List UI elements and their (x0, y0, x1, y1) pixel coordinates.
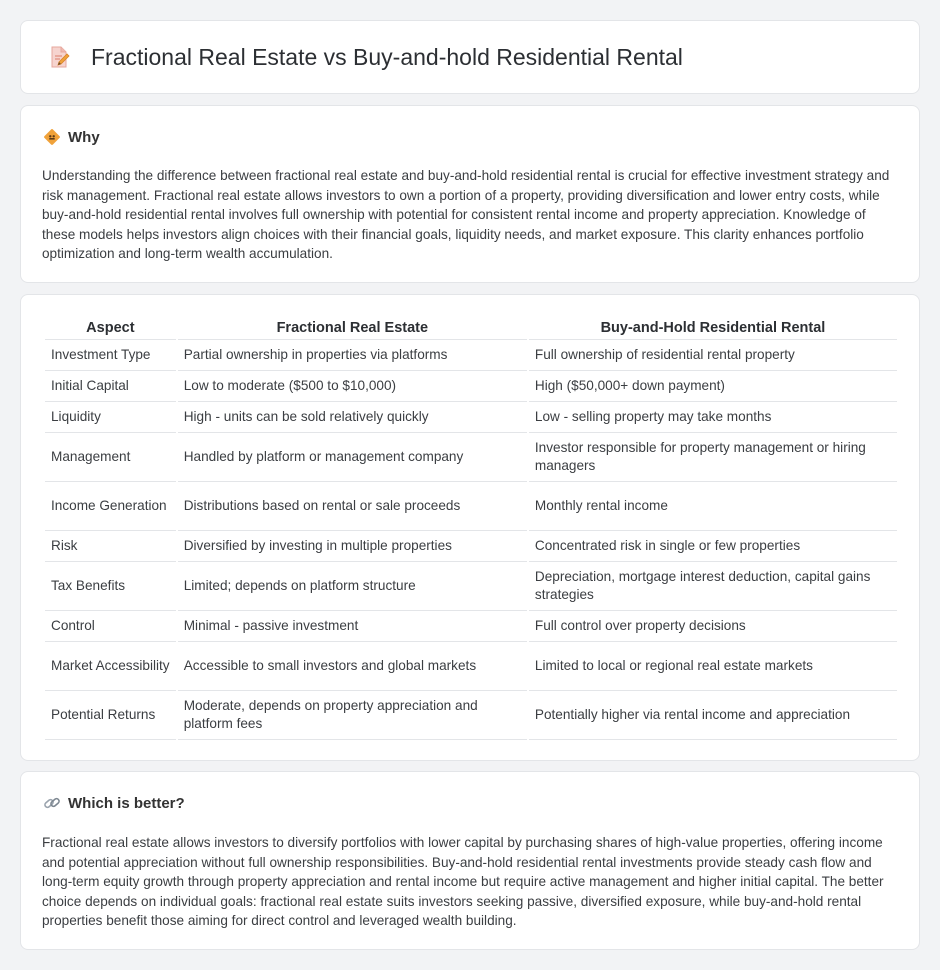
table-row (45, 611, 897, 642)
aspect-cell: Risk (45, 531, 176, 562)
comparison-table-card (20, 294, 920, 761)
title-card (20, 20, 920, 94)
table-header-row (45, 315, 897, 340)
table-row (45, 642, 897, 691)
aspect-cell: Control (45, 611, 176, 642)
aspect-cell: Investment Type (45, 340, 176, 371)
better-heading-row (43, 794, 185, 812)
table-row (45, 340, 897, 371)
diamond-sign-icon (43, 128, 61, 146)
table-row (45, 531, 897, 562)
fractional-cell: Accessible to small investors and global markets (178, 642, 527, 691)
buy-and-hold-cell: Limited to local or regional real estate markets (529, 642, 897, 691)
buy-and-hold-cell: Low - selling property may take months (529, 402, 897, 433)
buy-and-hold-cell: Full ownership of residential rental property (529, 340, 897, 371)
fractional-cell: Low to moderate ($500 to $10,000) (178, 371, 527, 402)
buy-and-hold-cell: Potentially higher via rental income and appreciation (529, 691, 897, 740)
aspect-cell: Market Accessibility (45, 642, 176, 691)
fractional-cell: Partial ownership in properties via platforms (178, 340, 527, 371)
comparison-table (43, 315, 899, 740)
column-header-buy-and-hold: Buy-and-Hold Residential Rental (529, 315, 897, 340)
buy-and-hold-cell: Concentrated risk in single or few properties (529, 531, 897, 562)
fractional-cell: Minimal - passive investment (178, 611, 527, 642)
fractional-cell: High - units can be sold relatively quickly (178, 402, 527, 433)
fractional-cell: Handled by platform or management company (178, 433, 527, 482)
table-row (45, 482, 897, 531)
table-row (45, 371, 897, 402)
better-text: Fractional real estate allows investors to diversify portfolios with lower capital by purchasing shares of high-value properties, offering income and potential appreciation without full ownership responsibilities. Buy-and-hold residential rental investments provide steady cash flow and long-term equity growth through property appreciation and rental income but require active management and higher initial capital. The better choice depends on individual goals: fractional real estate suits investors seeking passive, diversified exposure, while buy-and-hold rental properties benefit those aiming for direct control and leveraged wealth building. (42, 835, 884, 928)
why-heading-row (43, 128, 100, 146)
table-row (45, 691, 897, 740)
column-header-aspect: Aspect (45, 315, 176, 340)
why-section (20, 105, 920, 283)
better-heading: Which is better? (68, 794, 185, 812)
link-icon (43, 794, 61, 812)
column-header-fractional: Fractional Real Estate (178, 315, 527, 340)
fractional-cell: Moderate, depends on property appreciation and platform fees (178, 691, 527, 740)
fractional-cell: Distributions based on rental or sale proceeds (178, 482, 527, 531)
page-title: Fractional Real Estate vs Buy-and-hold Residential Rental (91, 43, 683, 70)
why-heading: Why (68, 128, 100, 146)
fractional-cell: Limited; depends on platform structure (178, 562, 527, 611)
aspect-cell: Liquidity (45, 402, 176, 433)
table-row (45, 562, 897, 611)
document-pencil-icon (47, 45, 71, 69)
aspect-cell: Income Generation (45, 482, 176, 531)
which-is-better-section (20, 771, 920, 950)
fractional-cell: Diversified by investing in multiple properties (178, 531, 527, 562)
table-row (45, 402, 897, 433)
buy-and-hold-cell: Full control over property decisions (529, 611, 897, 642)
buy-and-hold-cell: Depreciation, mortgage interest deduction, capital gains strategies (529, 562, 897, 611)
buy-and-hold-cell: Monthly rental income (529, 482, 897, 531)
why-text: Understanding the difference between fractional real estate and buy-and-hold residential rental is crucial for effective investment strategy and risk management. Fractional real estate allows investors to own a portion of a property, providing diversification and lower entry costs, while buy-and-hold residential rental involves full ownership with potential for consistent rental income and property appreciation. Knowledge of these models helps investors align choices with their financial goals, liquidity needs, and market exposure. This clarity enhances portfolio optimization and long-term wealth accumulation. (42, 168, 890, 261)
table-row (45, 433, 897, 482)
aspect-cell: Initial Capital (45, 371, 176, 402)
buy-and-hold-cell: High ($50,000+ down payment) (529, 371, 897, 402)
aspect-cell: Management (45, 433, 176, 482)
aspect-cell: Tax Benefits (45, 562, 176, 611)
buy-and-hold-cell: Investor responsible for property management or hiring managers (529, 433, 897, 482)
aspect-cell: Potential Returns (45, 691, 176, 740)
